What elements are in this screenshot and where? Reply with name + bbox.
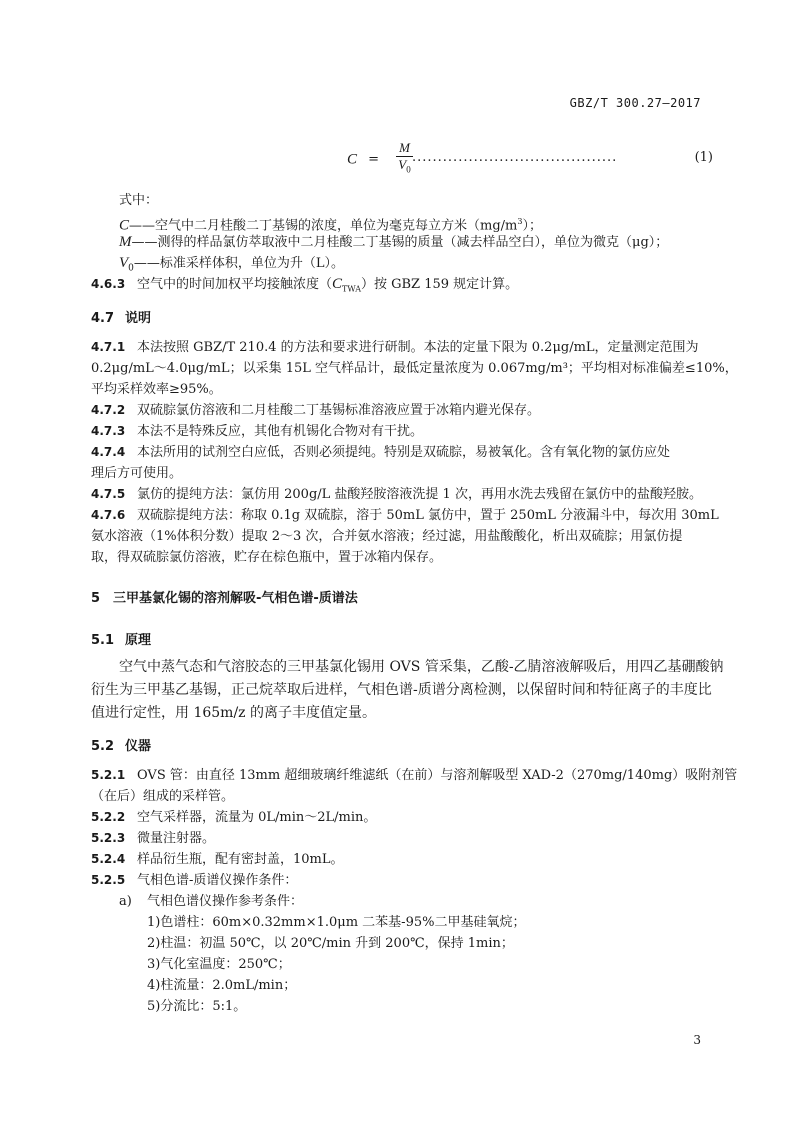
clause-4-7-4-line2: 理后方可使用。 xyxy=(91,466,183,481)
condition-item: 5)分流比：5:1。 xyxy=(147,999,247,1014)
formula-number: (1) xyxy=(694,150,713,165)
formula-fraction xyxy=(396,140,413,178)
clause-4-7-1-line2: 0.2μg/mL～4.0μg/mL；以采集 15L 空气样品计，最低定量浓度为 0.067mg/m³；平均相对标准偏差≤10%， xyxy=(91,361,738,376)
clause-4-6-3: 4.6.3 空气中的时间加权平均接触浓度$(C_{TWA})$按 GBZ 159 规定计算。 xyxy=(91,276,519,294)
clause-5-2-5: 5.2.5 气相色谱-质谱仪操作条件： xyxy=(91,873,298,888)
clause-5-2-1-line2: （在后）组成的采样管。 xyxy=(91,789,235,804)
list-item-a: a) 气相色谱仪操作参考条件： xyxy=(119,894,304,909)
condition-item: 2)柱温：初温 50℃，以 20℃/min 升到 200℃，保持 1min； xyxy=(147,936,514,951)
heading-4-7: 4.7 说明 xyxy=(91,311,152,326)
clause-4-7-6: 4.7.6 双硫腙提纯方法：称取 0.1g 双硫腙，溶于 50mL 氯仿中，置于 250mL 分液漏斗中，每次用 30mL xyxy=(91,508,719,523)
clause-5-2-1: 5.2.1 OVS 管：由直径 13mm 超细玻璃纤维滤纸（在前）与溶剂解吸型 XAD-2（270mg/140mg）吸附剂管 xyxy=(91,768,738,783)
gc-conditions-list xyxy=(147,912,525,1017)
heading-5-1: 5.1 原理 xyxy=(91,633,152,648)
clause-4-7-5: 4.7.5 氯仿的提纯方法：氯仿用 200g/L 盐酸羟胺溶液洗提 1 次，再用水洗去残留在氯仿中的盐酸羟胺。 xyxy=(91,487,702,502)
clause-4-7-3: 4.7.3 本法不是特殊反应，其他有机锡化合物对有干扰。 xyxy=(91,424,424,439)
doc-header: GBZ/T 300.27—2017 xyxy=(569,96,701,110)
where-label: 式中： xyxy=(119,193,159,208)
formula-lhs: C xyxy=(347,151,358,168)
clause-4-7-6-line2: 氨水溶液（1%体积分数）提取 2～3 次，合并氨水溶液；经过滤，用盐酸酸化，析出双硫腙；用氯仿提 xyxy=(91,529,683,544)
clause-4-7-4: 4.7.4 本法所用的试剂空白应低，否则必须提纯。特别是双硫腙，易被氧化。含有氧化物的氯仿应处 xyxy=(91,445,671,460)
clause-4-7-6-line3: 取，得双硫腙氯仿溶液，贮存在棕色瓶中，置于冰箱内保存。 xyxy=(91,550,443,565)
condition-item: 4)柱流量：2.0mL/min； xyxy=(147,978,297,993)
heading-5-2: 5.2 仪器 xyxy=(91,739,152,754)
clause-5-2-2: 5.2.2 空气采样器，流量为 0L/min～2L/min。 xyxy=(91,810,377,825)
formula-numerator: M xyxy=(396,140,413,157)
principle-paragraph: 空气中蒸气态和气溶胶态的三甲基氯化锡用 OVS 管采集，乙酸-乙腈溶液解吸后，用四乙基硼酸钠 衍生为三甲基乙基锡，正己烷萃取后进样，气相色谱-质谱分离检测，以保留时间和特征离子的丰度比 值进行定性，用 165m/z 的离子丰度值定量。 xyxy=(91,659,724,721)
def-c: C——空气中二月桂酸二丁基锡的浓度，单位为毫克每立方米$(mg/m^3)$； xyxy=(119,217,542,234)
formula-equals: = xyxy=(368,152,380,168)
clause-4-7-2: 4.7.2 双硫腙氯仿溶液和二月桂酸二丁基锡标准溶液应置于冰箱内避光保存。 xyxy=(91,403,541,418)
page-number: 3 xyxy=(693,1033,701,1047)
condition-item: 3)气化室温度：250℃； xyxy=(147,957,291,972)
def-v0: $V_0——$标准采样体积，单位为升（L）。 xyxy=(119,255,345,274)
def-m: M——测得的样品氯仿萃取液中二月桂酸二丁基锡的质量（减去样品空白），单位为微克（μg）； xyxy=(119,234,669,250)
heading-5: 5 三甲基氯化锡的溶剂解吸-气相色谱-质谱法 xyxy=(91,591,358,606)
clause-5-2-4: 5.2.4 样品衍生瓶，配有密封盖，10mL。 xyxy=(91,852,344,867)
formula-denominator: $V_0$ xyxy=(398,157,411,175)
formula-leader-dots: ........................................ xyxy=(412,150,618,165)
clause-5-2-3: 5.2.3 微量注射器。 xyxy=(91,831,216,846)
clause-4-7-1-line3: 平均采样效率≥95%。 xyxy=(91,382,222,397)
clause-4-7-1: 4.7.1 本法按照 GBZ/T 210.4 的方法和要求进行研制。本法的定量下限为 0.2μg/mL，定量测定范围为 xyxy=(91,340,699,355)
condition-item: 1)色谱柱：60m×0.32mm×1.0μm 二苯基-95%二甲基硅氧烷； xyxy=(147,915,526,930)
formula-1 xyxy=(347,140,419,178)
